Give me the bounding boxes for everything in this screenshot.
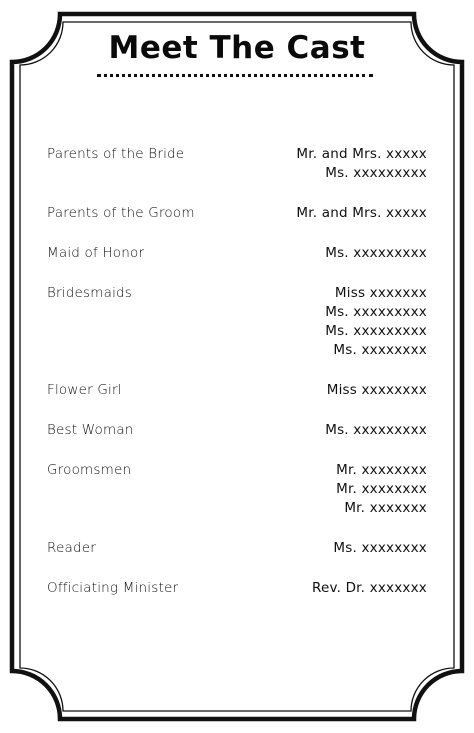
cast-name: Ms. xxxxxxxx [333, 540, 427, 556]
cast-name: Ms. xxxxxxxxx [325, 323, 427, 339]
cast-name: Mr. and Mrs. xxxxx [296, 205, 427, 221]
page-title: Meet The Cast [108, 30, 366, 66]
name-list [333, 539, 427, 558]
cast-name: Miss xxxxxxx [334, 285, 427, 301]
cast-row-groomsmen [47, 461, 427, 518]
cast-name: Ms. xxxxxxxxx [325, 245, 427, 261]
cast-name: Miss xxxxxxxx [326, 382, 427, 398]
name-list [296, 204, 427, 223]
cast-row-parents-of-the-groom [47, 204, 427, 223]
name-list [312, 579, 427, 598]
cast-row-reader [47, 539, 427, 558]
cast-row-maid-of-honor [47, 244, 427, 263]
cast-name: Mr. xxxxxxx [344, 500, 427, 516]
cast-row-parents-of-the-bride [47, 145, 427, 183]
role-label: Parents of the Groom [47, 205, 195, 221]
title-dotted-rule [97, 74, 373, 77]
cast-row-bridesmaids [47, 284, 427, 360]
name-list [296, 145, 427, 183]
cast-name: Mr. xxxxxxxx [336, 481, 427, 497]
cast-name: Ms. xxxxxxxxx [325, 165, 427, 181]
cast-list [47, 145, 427, 598]
role-label: Best Woman [47, 422, 134, 438]
name-list [327, 381, 427, 400]
role-label: Reader [47, 540, 96, 556]
role-label: Maid of Honor [47, 245, 145, 261]
cast-row-best-woman [47, 421, 427, 440]
name-list [325, 284, 427, 360]
role-label: Parents of the Bride [47, 146, 185, 162]
role-label: Officiating Minister [47, 580, 179, 596]
cast-name: Ms. xxxxxxxxx [325, 422, 427, 438]
name-list [336, 461, 427, 518]
role-label: Groomsmen [47, 462, 132, 478]
cast-name: Mr. and Mrs. xxxxx [296, 146, 427, 162]
role-label: Flower Girl [47, 382, 122, 398]
cast-name: Rev. Dr. xxxxxxx [311, 580, 427, 596]
cast-name: Ms. xxxxxxxxx [325, 304, 427, 320]
cast-name: Mr. xxxxxxxx [336, 462, 427, 478]
cast-name: Ms. xxxxxxxx [333, 342, 427, 358]
cast-row-flower-girl [47, 381, 427, 400]
name-list [325, 244, 427, 263]
cast-row-officiating-minister [47, 579, 427, 598]
name-list [325, 421, 427, 440]
role-label: Bridesmaids [47, 285, 133, 301]
